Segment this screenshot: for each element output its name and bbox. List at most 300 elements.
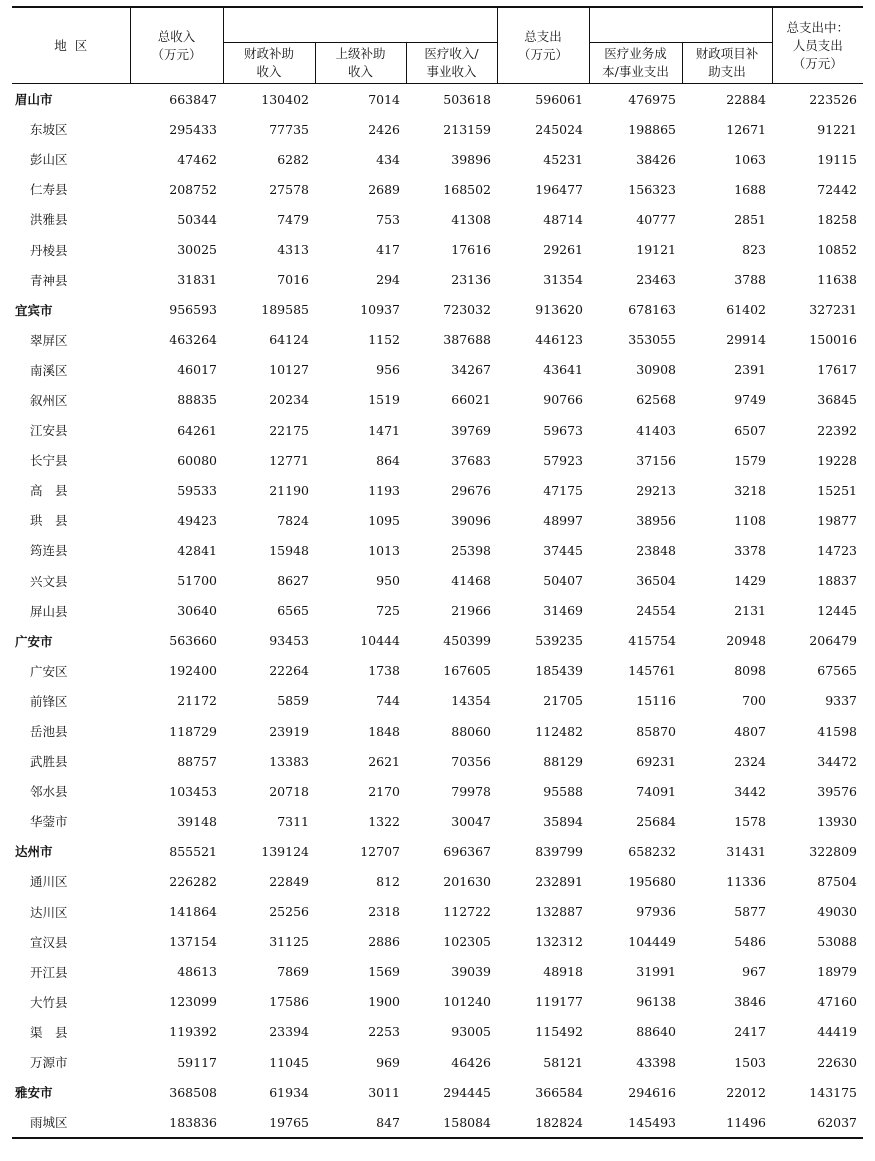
value-cell: 1578 bbox=[734, 813, 767, 829]
value-cell: 1152 bbox=[368, 332, 400, 348]
value-cell: 88060 bbox=[451, 723, 492, 739]
value-cell: 415754 bbox=[628, 633, 677, 649]
district-name-cell: 雨城区 bbox=[12, 1107, 130, 1138]
city-name-cell: 广安市 bbox=[15, 633, 53, 649]
value-cell: 18837 bbox=[817, 573, 858, 589]
value-cell: 725 bbox=[376, 603, 400, 619]
value-cell: 14354 bbox=[451, 693, 492, 709]
district-name-cell: 叙州区 bbox=[30, 392, 68, 408]
value-cell: 31354 bbox=[543, 272, 584, 288]
value-cell: 658232 bbox=[628, 843, 677, 859]
value-cell: 1322 bbox=[368, 813, 400, 829]
header-medical-income bbox=[406, 43, 497, 84]
table-row bbox=[12, 84, 863, 115]
value-cell: 38956 bbox=[636, 512, 677, 528]
value-cell: 29914 bbox=[726, 332, 767, 348]
value-cell: 67565 bbox=[817, 663, 858, 679]
value-cell: 1063 bbox=[734, 151, 767, 167]
table-row bbox=[12, 445, 863, 475]
value-cell: 88835 bbox=[177, 392, 217, 408]
value-cell: 103453 bbox=[169, 783, 217, 799]
value-cell: 11496 bbox=[682, 1107, 772, 1138]
table-row bbox=[12, 626, 863, 656]
value-cell: 22264 bbox=[269, 663, 309, 679]
header-medical-cost bbox=[589, 43, 682, 84]
value-cell: 72442 bbox=[817, 181, 858, 197]
table-row bbox=[12, 927, 863, 957]
value-cell: 192400 bbox=[169, 663, 217, 679]
table-row bbox=[12, 987, 863, 1017]
header-expense-group bbox=[589, 7, 772, 43]
value-cell: 22392 bbox=[817, 422, 858, 438]
value-cell: 36845 bbox=[817, 392, 858, 408]
value-cell: 13930 bbox=[817, 813, 858, 829]
value-cell: 5486 bbox=[734, 934, 767, 950]
value-cell: 74091 bbox=[636, 783, 677, 799]
value-cell: 30640 bbox=[177, 603, 217, 619]
table-row bbox=[12, 114, 863, 144]
value-cell: 58121 bbox=[543, 1054, 584, 1070]
value-cell: 417 bbox=[376, 242, 400, 258]
value-cell: 2131 bbox=[734, 603, 767, 619]
value-cell: 96138 bbox=[636, 994, 677, 1010]
table-row bbox=[12, 686, 863, 716]
value-cell: 847 bbox=[315, 1107, 406, 1138]
value-cell: 7869 bbox=[277, 964, 309, 980]
value-cell: 39769 bbox=[451, 422, 492, 438]
district-name-cell: 仁寿县 bbox=[30, 182, 68, 198]
value-cell: 700 bbox=[742, 693, 767, 709]
value-cell: 25256 bbox=[269, 904, 309, 920]
district-name-cell: 翠屏区 bbox=[30, 332, 68, 348]
table-header bbox=[12, 7, 863, 84]
value-cell: 150016 bbox=[809, 332, 858, 348]
value-cell: 57923 bbox=[543, 452, 584, 468]
value-cell: 1579 bbox=[734, 452, 767, 468]
value-cell: 17586 bbox=[269, 994, 309, 1010]
value-cell: 158084 bbox=[406, 1107, 497, 1138]
value-cell: 245024 bbox=[535, 121, 584, 137]
value-cell: 31431 bbox=[726, 843, 767, 859]
value-cell: 46426 bbox=[451, 1054, 492, 1070]
value-cell: 23136 bbox=[451, 272, 492, 288]
table-row bbox=[12, 295, 863, 325]
value-cell: 27578 bbox=[269, 181, 309, 197]
value-cell: 387688 bbox=[443, 332, 492, 348]
header-medical-cost-line2: 本/事业支出 bbox=[602, 64, 669, 79]
value-cell: 141864 bbox=[169, 904, 217, 920]
value-cell: 956593 bbox=[169, 302, 217, 318]
value-cell: 201630 bbox=[443, 873, 492, 889]
value-cell: 31991 bbox=[636, 964, 677, 980]
value-cell: 23394 bbox=[269, 1024, 309, 1040]
district-name-cell: 高 县 bbox=[30, 483, 68, 499]
value-cell: 20948 bbox=[726, 633, 767, 649]
value-cell: 353055 bbox=[628, 332, 677, 348]
value-cell: 6565 bbox=[277, 603, 309, 619]
value-cell: 87504 bbox=[817, 873, 858, 889]
value-cell: 185439 bbox=[535, 663, 584, 679]
value-cell: 145493 bbox=[589, 1107, 682, 1138]
district-name-cell: 万源市 bbox=[30, 1055, 68, 1071]
value-cell: 19877 bbox=[817, 512, 858, 528]
value-cell: 2318 bbox=[368, 904, 400, 920]
value-cell: 12445 bbox=[817, 603, 858, 619]
value-cell: 4313 bbox=[277, 242, 309, 258]
table-row bbox=[12, 325, 863, 355]
value-cell: 10937 bbox=[360, 302, 400, 318]
value-cell: 2886 bbox=[368, 934, 400, 950]
value-cell: 3442 bbox=[734, 783, 767, 799]
value-cell: 19121 bbox=[636, 242, 677, 258]
value-cell: 31125 bbox=[269, 934, 309, 950]
value-cell: 25684 bbox=[636, 813, 677, 829]
value-cell: 66021 bbox=[451, 392, 492, 408]
value-cell: 37156 bbox=[636, 452, 677, 468]
value-cell: 143175 bbox=[809, 1084, 858, 1100]
district-name-cell: 岳池县 bbox=[30, 724, 68, 740]
value-cell: 59533 bbox=[177, 482, 217, 498]
district-name-cell: 开江县 bbox=[30, 964, 68, 980]
value-cell: 31469 bbox=[543, 603, 584, 619]
value-cell: 1095 bbox=[368, 512, 400, 528]
value-cell: 2253 bbox=[368, 1024, 400, 1040]
value-cell: 14723 bbox=[817, 542, 858, 558]
value-cell: 8627 bbox=[277, 573, 309, 589]
value-cell: 62037 bbox=[772, 1107, 863, 1138]
value-cell: 30025 bbox=[177, 242, 217, 258]
table-row bbox=[12, 566, 863, 596]
table-row bbox=[12, 957, 863, 987]
value-cell: 476975 bbox=[628, 91, 677, 107]
value-cell: 15251 bbox=[817, 482, 858, 498]
value-cell: 2426 bbox=[368, 121, 400, 137]
value-cell: 47462 bbox=[177, 151, 217, 167]
value-cell: 23463 bbox=[636, 272, 677, 288]
city-name-cell: 眉山市 bbox=[15, 92, 53, 108]
value-cell: 62568 bbox=[636, 392, 677, 408]
value-cell: 198865 bbox=[628, 121, 677, 137]
value-cell: 41308 bbox=[451, 211, 492, 227]
value-cell: 29213 bbox=[636, 482, 677, 498]
value-cell: 678163 bbox=[628, 302, 677, 318]
value-cell: 64124 bbox=[269, 332, 309, 348]
value-cell: 97936 bbox=[636, 904, 677, 920]
value-cell: 446123 bbox=[535, 332, 584, 348]
value-cell: 21966 bbox=[451, 603, 492, 619]
value-cell: 130402 bbox=[261, 91, 309, 107]
value-cell: 104449 bbox=[628, 934, 677, 950]
value-cell: 48613 bbox=[177, 964, 217, 980]
district-name-cell: 彭山区 bbox=[30, 152, 68, 168]
value-cell: 119392 bbox=[169, 1024, 217, 1040]
table-row bbox=[12, 505, 863, 535]
value-cell: 463264 bbox=[169, 332, 217, 348]
value-cell: 30047 bbox=[451, 813, 492, 829]
table-row bbox=[12, 1107, 863, 1138]
header-personnel-line1: 总支出中： bbox=[786, 19, 850, 35]
district-name-cell: 宣汉县 bbox=[30, 934, 68, 950]
statistics-table-container bbox=[12, 6, 863, 1139]
value-cell: 102305 bbox=[443, 934, 492, 950]
value-cell: 294445 bbox=[443, 1084, 492, 1100]
header-fiscal-project-line1: 财政项目补 bbox=[695, 46, 759, 61]
district-name-cell: 南溪区 bbox=[30, 362, 68, 378]
value-cell: 663847 bbox=[169, 91, 217, 107]
value-cell: 812 bbox=[376, 873, 400, 889]
value-cell: 967 bbox=[742, 964, 767, 980]
table-row bbox=[12, 1017, 863, 1047]
value-cell: 1503 bbox=[734, 1054, 767, 1070]
value-cell: 223526 bbox=[809, 91, 858, 107]
value-cell: 90766 bbox=[543, 392, 584, 408]
value-cell: 855521 bbox=[169, 843, 217, 859]
table-row bbox=[12, 746, 863, 776]
district-name-cell: 华蓥市 bbox=[30, 814, 68, 830]
value-cell: 156323 bbox=[628, 181, 677, 197]
value-cell: 6282 bbox=[277, 151, 309, 167]
value-cell: 41598 bbox=[817, 723, 858, 739]
value-cell: 3218 bbox=[734, 482, 767, 498]
header-medical-income-line2: 事业收入 bbox=[426, 64, 477, 79]
value-cell: 35894 bbox=[543, 813, 584, 829]
value-cell: 20234 bbox=[269, 392, 309, 408]
value-cell: 1013 bbox=[368, 542, 400, 558]
value-cell: 12671 bbox=[726, 121, 767, 137]
value-cell: 2417 bbox=[734, 1024, 767, 1040]
district-name-cell: 青神县 bbox=[30, 272, 68, 288]
value-cell: 46017 bbox=[177, 362, 217, 378]
value-cell: 744 bbox=[376, 693, 400, 709]
value-cell: 53088 bbox=[817, 934, 858, 950]
value-cell: 23919 bbox=[269, 723, 309, 739]
value-cell: 696367 bbox=[443, 843, 492, 859]
value-cell: 1429 bbox=[734, 573, 767, 589]
header-total-income-unit: （万元） bbox=[151, 46, 202, 62]
value-cell: 59117 bbox=[177, 1054, 217, 1070]
value-cell: 69231 bbox=[636, 753, 677, 769]
value-cell: 123099 bbox=[169, 994, 217, 1010]
value-cell: 119177 bbox=[535, 994, 584, 1010]
value-cell: 15116 bbox=[636, 693, 677, 709]
value-cell: 88640 bbox=[636, 1024, 677, 1040]
value-cell: 145761 bbox=[628, 663, 677, 679]
value-cell: 167605 bbox=[443, 663, 492, 679]
district-name-cell: 邻水县 bbox=[30, 784, 68, 800]
value-cell: 49423 bbox=[177, 512, 217, 528]
value-cell: 950 bbox=[376, 573, 400, 589]
value-cell: 51700 bbox=[177, 573, 217, 589]
value-cell: 213159 bbox=[443, 121, 492, 137]
table-row bbox=[12, 596, 863, 626]
value-cell: 2391 bbox=[734, 362, 767, 378]
header-total-expense-unit: （万元） bbox=[518, 46, 569, 62]
value-cell: 112482 bbox=[535, 723, 584, 739]
table-row bbox=[12, 836, 863, 866]
value-cell: 34472 bbox=[817, 753, 858, 769]
value-cell: 10852 bbox=[817, 242, 858, 258]
value-cell: 196477 bbox=[535, 181, 584, 197]
value-cell: 39039 bbox=[451, 964, 492, 980]
value-cell: 41403 bbox=[636, 422, 677, 438]
value-cell: 23848 bbox=[636, 542, 677, 558]
value-cell: 70356 bbox=[451, 753, 492, 769]
value-cell: 956 bbox=[376, 362, 400, 378]
value-cell: 11336 bbox=[726, 873, 767, 889]
value-cell: 2689 bbox=[368, 181, 400, 197]
value-cell: 50407 bbox=[543, 573, 584, 589]
header-upper-subsidy-line2: 收入 bbox=[347, 64, 373, 79]
value-cell: 22849 bbox=[269, 873, 309, 889]
table-row bbox=[12, 806, 863, 836]
value-cell: 327231 bbox=[809, 302, 858, 318]
value-cell: 48997 bbox=[543, 512, 584, 528]
value-cell: 7311 bbox=[277, 813, 309, 829]
value-cell: 7016 bbox=[277, 272, 309, 288]
value-cell: 823 bbox=[742, 242, 767, 258]
header-fiscal-subsidy-line1: 财政补助 bbox=[243, 46, 294, 61]
value-cell: 12771 bbox=[269, 452, 309, 468]
header-total-expense bbox=[497, 7, 589, 84]
value-cell: 11045 bbox=[269, 1054, 309, 1070]
header-personnel-line3: （万元） bbox=[792, 55, 843, 71]
value-cell: 38426 bbox=[636, 151, 677, 167]
table-row bbox=[12, 475, 863, 505]
value-cell: 1900 bbox=[368, 994, 400, 1010]
table-row bbox=[12, 716, 863, 746]
value-cell: 22012 bbox=[726, 1084, 767, 1100]
value-cell: 539235 bbox=[535, 633, 584, 649]
value-cell: 17617 bbox=[817, 362, 858, 378]
value-cell: 864 bbox=[376, 452, 400, 468]
value-cell: 195680 bbox=[628, 873, 677, 889]
value-cell: 1471 bbox=[368, 422, 400, 438]
value-cell: 21190 bbox=[269, 482, 309, 498]
health-finance-table bbox=[12, 6, 863, 1139]
value-cell: 4807 bbox=[734, 723, 767, 739]
value-cell: 44419 bbox=[817, 1024, 858, 1040]
value-cell: 295433 bbox=[169, 121, 217, 137]
value-cell: 322809 bbox=[809, 843, 858, 859]
district-name-cell: 广安区 bbox=[30, 663, 68, 679]
value-cell: 93453 bbox=[269, 633, 309, 649]
district-name-cell: 达川区 bbox=[30, 904, 68, 920]
value-cell: 50344 bbox=[177, 211, 217, 227]
value-cell: 9337 bbox=[825, 693, 858, 709]
value-cell: 24554 bbox=[636, 603, 677, 619]
value-cell: 17616 bbox=[451, 242, 492, 258]
value-cell: 47175 bbox=[543, 482, 584, 498]
value-cell: 132312 bbox=[535, 934, 584, 950]
value-cell: 48918 bbox=[543, 964, 584, 980]
district-name-cell: 武胜县 bbox=[30, 754, 68, 770]
table-row bbox=[12, 656, 863, 686]
value-cell: 85870 bbox=[636, 723, 677, 739]
value-cell: 118729 bbox=[169, 723, 217, 739]
value-cell: 5859 bbox=[277, 693, 309, 709]
value-cell: 21172 bbox=[177, 693, 217, 709]
table-row bbox=[12, 535, 863, 565]
value-cell: 294 bbox=[376, 272, 400, 288]
value-cell: 47160 bbox=[817, 994, 858, 1010]
value-cell: 503618 bbox=[443, 91, 492, 107]
value-cell: 88757 bbox=[177, 753, 217, 769]
value-cell: 13383 bbox=[269, 753, 309, 769]
value-cell: 25398 bbox=[451, 542, 492, 558]
header-upper-subsidy-line1: 上级补助 bbox=[335, 46, 386, 61]
table-row bbox=[12, 385, 863, 415]
district-name-cell: 大竹县 bbox=[30, 994, 68, 1010]
value-cell: 6507 bbox=[734, 422, 767, 438]
value-cell: 19115 bbox=[817, 151, 858, 167]
value-cell: 29261 bbox=[543, 242, 584, 258]
value-cell: 12707 bbox=[360, 843, 400, 859]
header-fiscal-subsidy bbox=[223, 43, 315, 84]
value-cell: 21705 bbox=[543, 693, 584, 709]
value-cell: 1569 bbox=[368, 964, 400, 980]
value-cell: 5877 bbox=[734, 904, 767, 920]
value-cell: 101240 bbox=[443, 994, 492, 1010]
table-row bbox=[12, 1047, 863, 1077]
value-cell: 294616 bbox=[628, 1084, 677, 1100]
value-cell: 3011 bbox=[368, 1084, 400, 1100]
value-cell: 434 bbox=[376, 151, 400, 167]
value-cell: 8098 bbox=[734, 663, 767, 679]
header-total-expense-label: 总支出 bbox=[524, 28, 562, 44]
district-name-cell: 屏山县 bbox=[30, 603, 68, 619]
value-cell: 208752 bbox=[169, 181, 217, 197]
value-cell: 42841 bbox=[177, 542, 217, 558]
value-cell: 45231 bbox=[543, 151, 584, 167]
value-cell: 18979 bbox=[817, 964, 858, 980]
value-cell: 450399 bbox=[443, 633, 492, 649]
value-cell: 1688 bbox=[734, 181, 767, 197]
table-row bbox=[12, 1077, 863, 1107]
value-cell: 61402 bbox=[726, 302, 767, 318]
city-name-cell: 雅安市 bbox=[15, 1085, 53, 1101]
value-cell: 366584 bbox=[535, 1084, 584, 1100]
value-cell: 22884 bbox=[726, 91, 767, 107]
header-fiscal-project bbox=[682, 43, 772, 84]
value-cell: 48714 bbox=[543, 211, 584, 227]
value-cell: 1848 bbox=[368, 723, 400, 739]
value-cell: 232891 bbox=[535, 873, 584, 889]
value-cell: 34267 bbox=[451, 362, 492, 378]
header-medical-income-line1: 医疗收入/ bbox=[424, 46, 479, 61]
value-cell: 2621 bbox=[368, 753, 400, 769]
value-cell: 59673 bbox=[543, 422, 584, 438]
value-cell: 913620 bbox=[535, 302, 584, 318]
district-name-cell: 江安县 bbox=[30, 423, 68, 439]
value-cell: 15948 bbox=[269, 542, 309, 558]
value-cell: 11638 bbox=[817, 272, 858, 288]
value-cell: 19765 bbox=[223, 1107, 315, 1138]
value-cell: 3846 bbox=[734, 994, 767, 1010]
value-cell: 3378 bbox=[734, 542, 767, 558]
value-cell: 37445 bbox=[543, 542, 584, 558]
value-cell: 93005 bbox=[451, 1024, 492, 1040]
value-cell: 2170 bbox=[368, 783, 400, 799]
value-cell: 368508 bbox=[169, 1084, 217, 1100]
table-row bbox=[12, 415, 863, 445]
district-name-cell: 洪雅县 bbox=[30, 212, 68, 228]
value-cell: 49030 bbox=[817, 904, 858, 920]
district-name-cell: 渠 县 bbox=[30, 1024, 68, 1040]
district-name-cell: 通川区 bbox=[30, 874, 68, 890]
value-cell: 61934 bbox=[269, 1084, 309, 1100]
value-cell: 43641 bbox=[543, 362, 584, 378]
value-cell: 839799 bbox=[535, 843, 584, 859]
